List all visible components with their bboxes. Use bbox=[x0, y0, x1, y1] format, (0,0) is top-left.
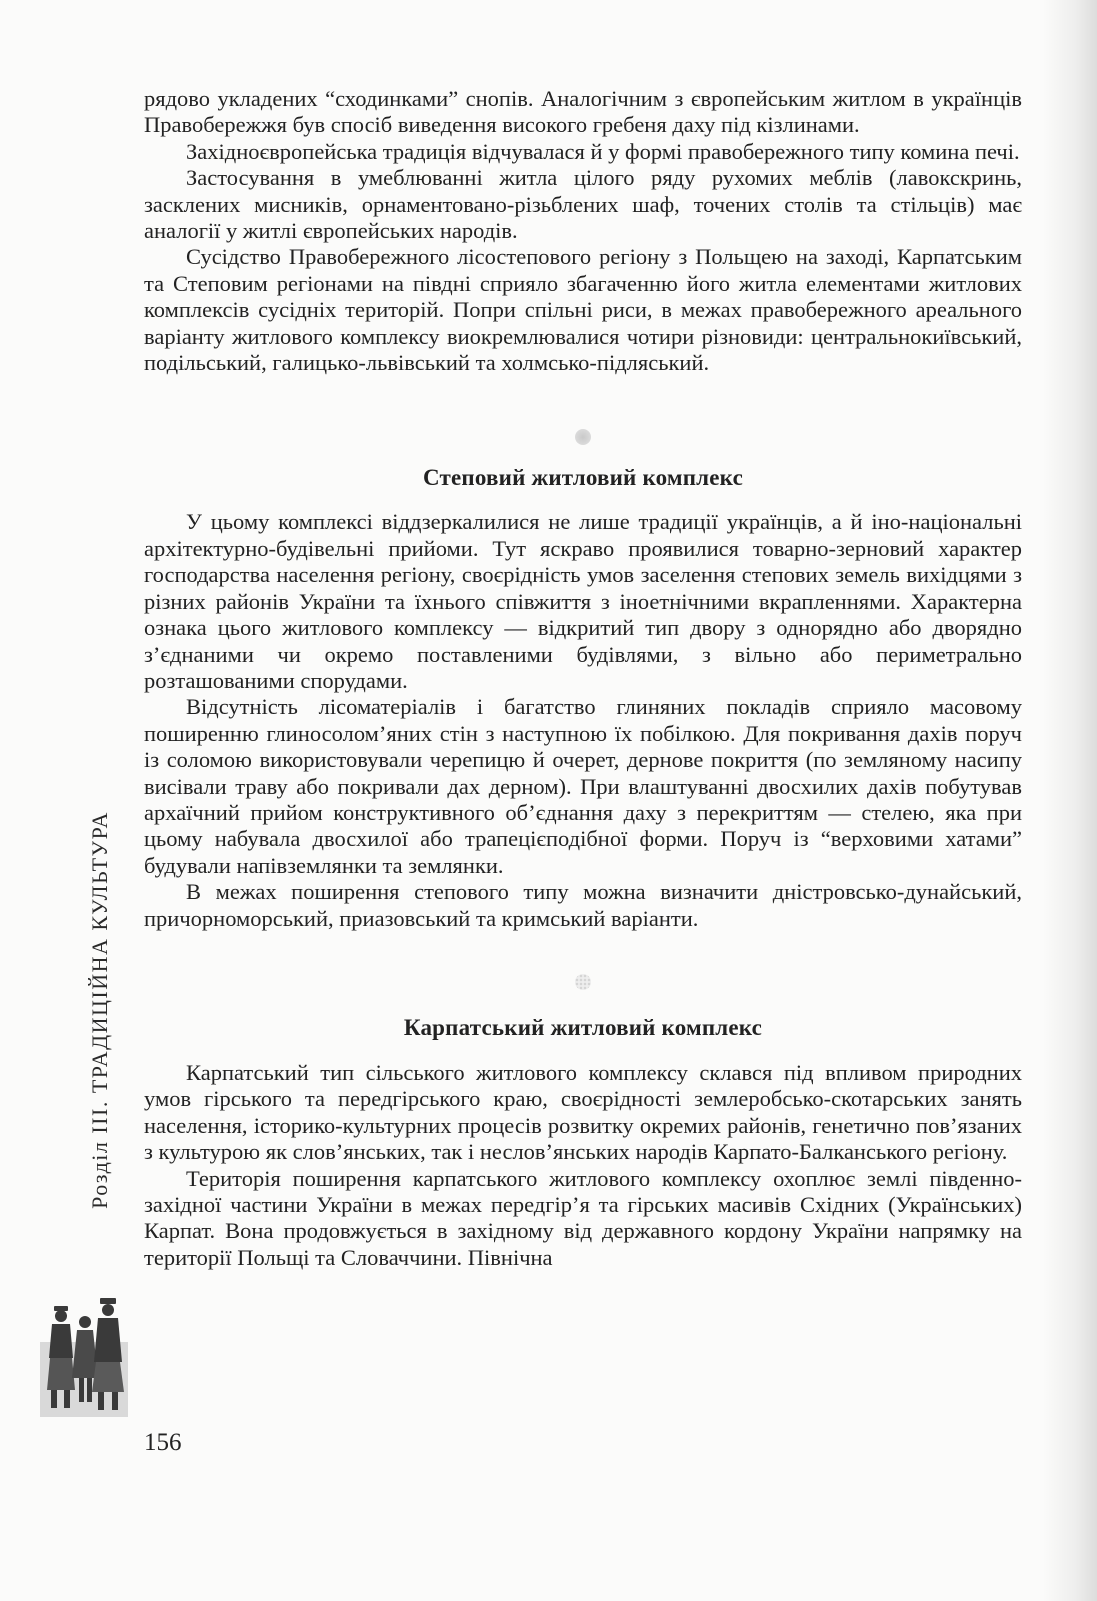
paragraph: Відсутність лісоматеріалів і багатство глиняних покладів сприяло масовому поширенню глиносолом’яних стін з наступною їх побілкою. Для покривання дахів поруч із соломою використовували черепицю й очерет, дернове покриття (по земляному насипу висівали траву або покривали дах дерном). При влаштуванні двосхилих дахів побутував архаїчний прийом конструктивного об’єднання даху з перекриттям — стелею, яка при цьому набувала двосхилої або трапецієподібної форми. Поруч із “верховими хатами” будували напівземлянки та землянки. bbox=[144, 694, 1022, 878]
section-title-carpathian: Карпатський житловий комплекс bbox=[403, 1014, 763, 1040]
section-divider-ornament bbox=[575, 974, 591, 990]
paragraph: Територія поширення карпатського житлового комплексу охоплює землі південно-західної частини України в межах передгір’я та гірських масивів Східних (Українських) Карпат. Вона продовжується в західному від державного кордону України напрямку на території Польщі та Словаччини. Північна bbox=[144, 1165, 1022, 1270]
page-number: 156 bbox=[144, 1429, 182, 1456]
paragraph: В межах поширення степового типу можна визначити дністровсько-дунайський, причорноморський, приазовський та кримський варіанти. bbox=[144, 879, 1022, 931]
paragraph: Сусідство Правобережного лісостепового регіону з Польщею на заході, Карпатським та Степовим регіонами на півдні сприяло збагаченню його житла елементами житлових комплексів сусідніх територій. Попри спільні риси, в межах правобережного ареального варіанту житлового комплексу виокремлювалися чотири різновиди: центральнокиївський, подільський, галицько-львівський та холмсько-підляський. bbox=[144, 244, 1022, 376]
paragraph: Західноєвропейська традиція відчувалася й у формі правобережного типу комина печі. bbox=[186, 138, 1020, 164]
folk-figures-vignette bbox=[40, 1292, 128, 1417]
section-title-steppe: Степовий житловий комплекс bbox=[423, 465, 743, 491]
paragraph: Застосування в умеблюванні житла цілого ряду рухомих меблів (лавокскринь, засклених мисників, орнаментовано-різьблених шаф, точених столів та стільців) має аналогії у житлі європейських народів. bbox=[144, 165, 1022, 244]
paragraph: рядово укладених “сходинками” снопів. Аналогічним з європейським житлом в українців Правобережжя був спосіб виведення високого гребеня даху під кізлинами. bbox=[144, 86, 1022, 138]
paragraph: Карпатський тип сільського житлового комплексу склався під впливом природних умов гірського та передгірського краю, своєрідності землеробсько-скотарських занять населення, історико-культурних процесів розвитку окремих районів, генетично пов’язаних з культурою як слов’янських, так і неслов’янських народів Карпато-Балканського регіону. bbox=[144, 1059, 1022, 1165]
page-edge-shadow bbox=[1042, 0, 1097, 1601]
section-divider-ornament bbox=[575, 429, 591, 445]
text-column bbox=[144, 86, 1022, 1271]
chapter-side-label: Розділ III. ТРАДИЦІЙНА КУЛЬТУРА bbox=[87, 811, 112, 1209]
paragraph: У цьому комплексі віддзеркалилися не лише традиції українців, а й іно-національні архітектурно-будівельні прийоми. Тут яскраво проявилися товарно-зерновий характер господарства населення регіону, своєрідність умов заселення степових земель вихідцями з різних районів України та їхнього співжиття з іноетнічними вкрапленнями. Характерна ознака цього житлового комплексу — відкритий тип двору з однорядно або дворядно з’єднаними чи окремо поставленими будівлями, з вільно або периметрально розташованими спорудами. bbox=[144, 509, 1022, 693]
